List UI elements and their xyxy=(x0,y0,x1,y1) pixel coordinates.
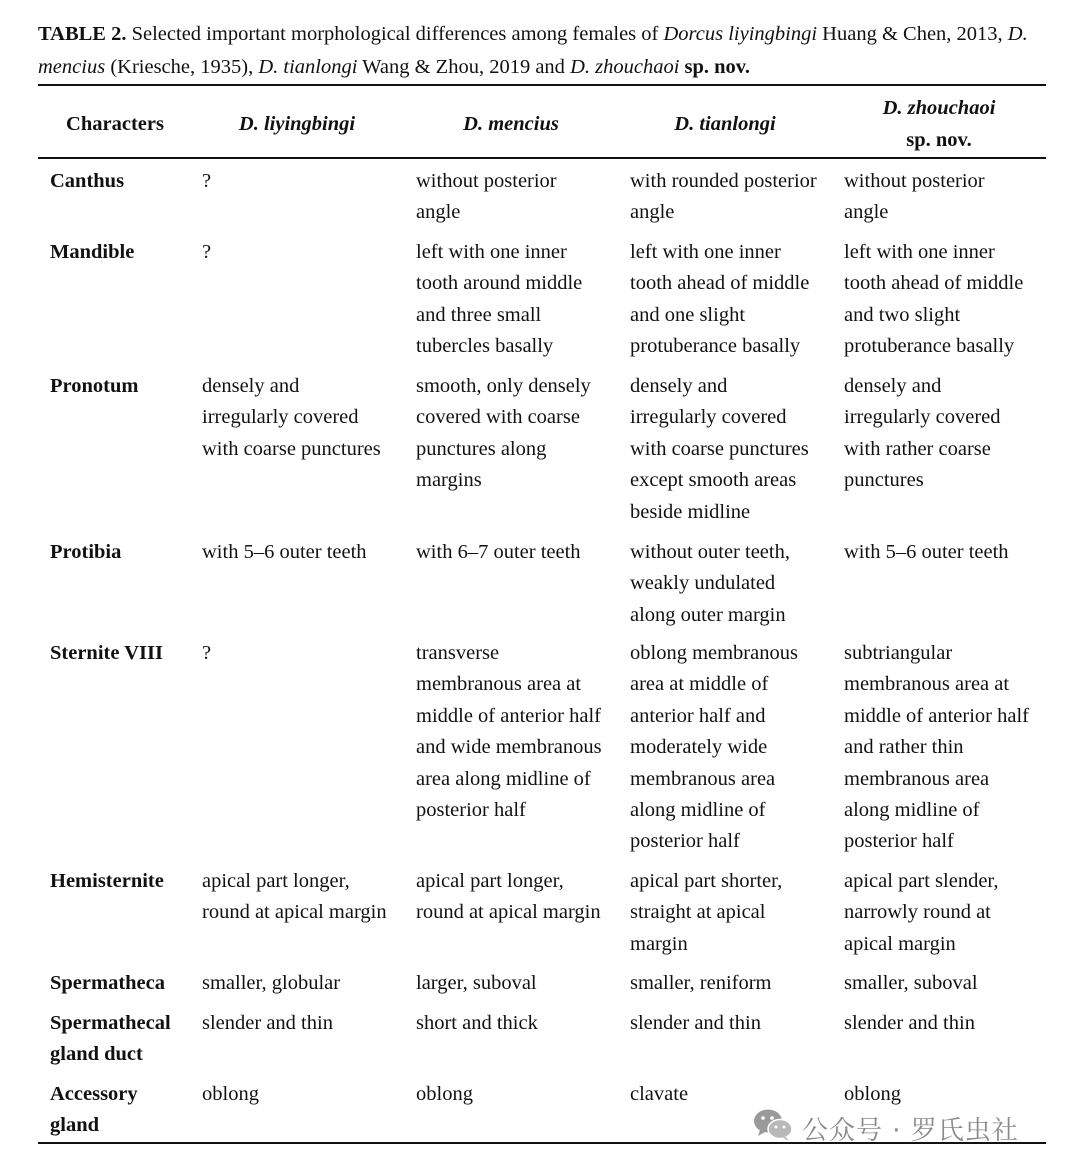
cell-pronotum-mencius: smooth, only densely covered with coarse punctures along margins xyxy=(416,375,591,492)
cell-spermatheca-mencius: larger, suboval xyxy=(416,972,537,994)
cell-canthus-liyingbingi: ? xyxy=(202,170,212,192)
row-label-canthus: Canthus xyxy=(50,170,125,192)
cell-gland-duct-tianlongi: slender and thin xyxy=(630,1012,761,1034)
cell-spermatheca-zhouchaoi: smaller, suboval xyxy=(844,972,978,994)
row-label-spermathecal-gland-duct: Spermathecal gland duct xyxy=(50,1012,171,1066)
cell-sternite-liyingbingi: ? xyxy=(202,642,212,664)
caption-label: TABLE 2. xyxy=(38,23,127,45)
cell-spermatheca-tianlongi: smaller, reniform xyxy=(630,972,772,994)
row-label-protibia: Protibia xyxy=(50,541,122,563)
cell-gland-duct-zhouchaoi: slender and thin xyxy=(844,1012,975,1034)
table-top-rule xyxy=(38,84,1046,86)
cell-protibia-tianlongi: without outer teeth, weakly undulated along outer margin xyxy=(630,541,790,626)
cell-sternite-mencius: transverse membranous area at middle of anterior half and wide membranous area along midline of posterior half xyxy=(416,642,602,822)
table-caption: TABLE 2. Selected important morphological differences among females of Dorcus liyingbingi Huang & Chen, 2013, D. mencius (Kriesche, 1935), D. tianlongi Wang & Zhou, 2019 and D. zhouchaoi sp. nov. xyxy=(38,23,1028,78)
header-zhouchaoi: D. zhouchaoi xyxy=(882,97,996,119)
watermark xyxy=(752,1108,1019,1148)
cell-accessory-liyingbingi: oblong xyxy=(202,1083,259,1105)
row-label-pronotum: Pronotum xyxy=(50,375,139,397)
header-characters: Characters xyxy=(66,113,164,135)
cell-gland-duct-mencius: short and thick xyxy=(416,1012,538,1034)
cell-accessory-zhouchaoi: oblong xyxy=(844,1083,901,1105)
cell-hemisternite-zhouchaoi: apical part slender, narrowly round at apical margin xyxy=(844,870,999,955)
cell-sternite-tianlongi: oblong membranous area at middle of anterior half and moderately wide membranous area along midline of posterior half xyxy=(630,642,798,853)
cell-pronotum-tianlongi: densely and irregularly covered with coarse punctures except smooth areas beside midline xyxy=(630,375,809,523)
cell-mandible-zhouchaoi: left with one inner tooth ahead of middle and two slight protuberance basally xyxy=(844,241,1024,358)
cell-pronotum-zhouchaoi: densely and irregularly covered with rather coarse punctures xyxy=(844,375,1001,492)
row-label-spermatheca: Spermatheca xyxy=(50,972,166,994)
header-liyingbingi: D. liyingbingi xyxy=(238,113,356,135)
cell-spermatheca-liyingbingi: smaller, globular xyxy=(202,972,341,994)
cell-hemisternite-tianlongi: apical part shorter, straight at apical margin xyxy=(630,870,783,955)
cell-canthus-mencius: without posterior angle xyxy=(416,170,557,224)
cell-sternite-zhouchaoi: subtriangular membranous area at middle of anterior half and rather thin membranous area along midline of posterior half xyxy=(844,642,1030,853)
cell-hemisternite-mencius: apical part longer, round at apical margin xyxy=(416,870,601,924)
cell-mandible-mencius: left with one inner tooth around middle and three small tubercles basally xyxy=(416,241,583,358)
cell-gland-duct-liyingbingi: slender and thin xyxy=(202,1012,333,1034)
cell-protibia-liyingbingi: with 5–6 outer teeth xyxy=(202,541,367,563)
header-zhouchaoi-nov: sp. nov. xyxy=(906,129,972,151)
row-label-sternite-viii: Sternite VIII xyxy=(50,642,163,664)
header-mencius: D. mencius xyxy=(463,113,559,135)
cell-mandible-liyingbingi: ? xyxy=(202,241,212,263)
cell-hemisternite-liyingbingi: apical part longer, round at apical margin xyxy=(202,870,387,924)
wechat-icon xyxy=(752,1107,802,1150)
header-tianlongi: D. tianlongi xyxy=(674,113,776,135)
cell-accessory-tianlongi: clavate xyxy=(630,1083,689,1105)
cell-protibia-mencius: with 6–7 outer teeth xyxy=(416,541,581,563)
table-header-rule xyxy=(38,157,1046,159)
row-label-hemisternite: Hemisternite xyxy=(50,870,164,892)
watermark-text: 公众号 · 罗氏虫社 xyxy=(802,1115,1019,1146)
cell-pronotum-liyingbingi: densely and irregularly covered with coarse punctures xyxy=(202,375,381,460)
cell-accessory-mencius: oblong xyxy=(416,1083,473,1105)
row-label-mandible: Mandible xyxy=(50,241,135,263)
cell-canthus-zhouchaoi: without posterior angle xyxy=(844,170,985,224)
cell-protibia-zhouchaoi: with 5–6 outer teeth xyxy=(844,541,1009,563)
cell-mandible-tianlongi: left with one inner tooth ahead of middle and one slight protuberance basally xyxy=(630,241,810,358)
cell-canthus-tianlongi: with rounded posterior angle xyxy=(630,170,817,224)
row-label-accessory-gland: Accessory gland xyxy=(50,1083,138,1137)
